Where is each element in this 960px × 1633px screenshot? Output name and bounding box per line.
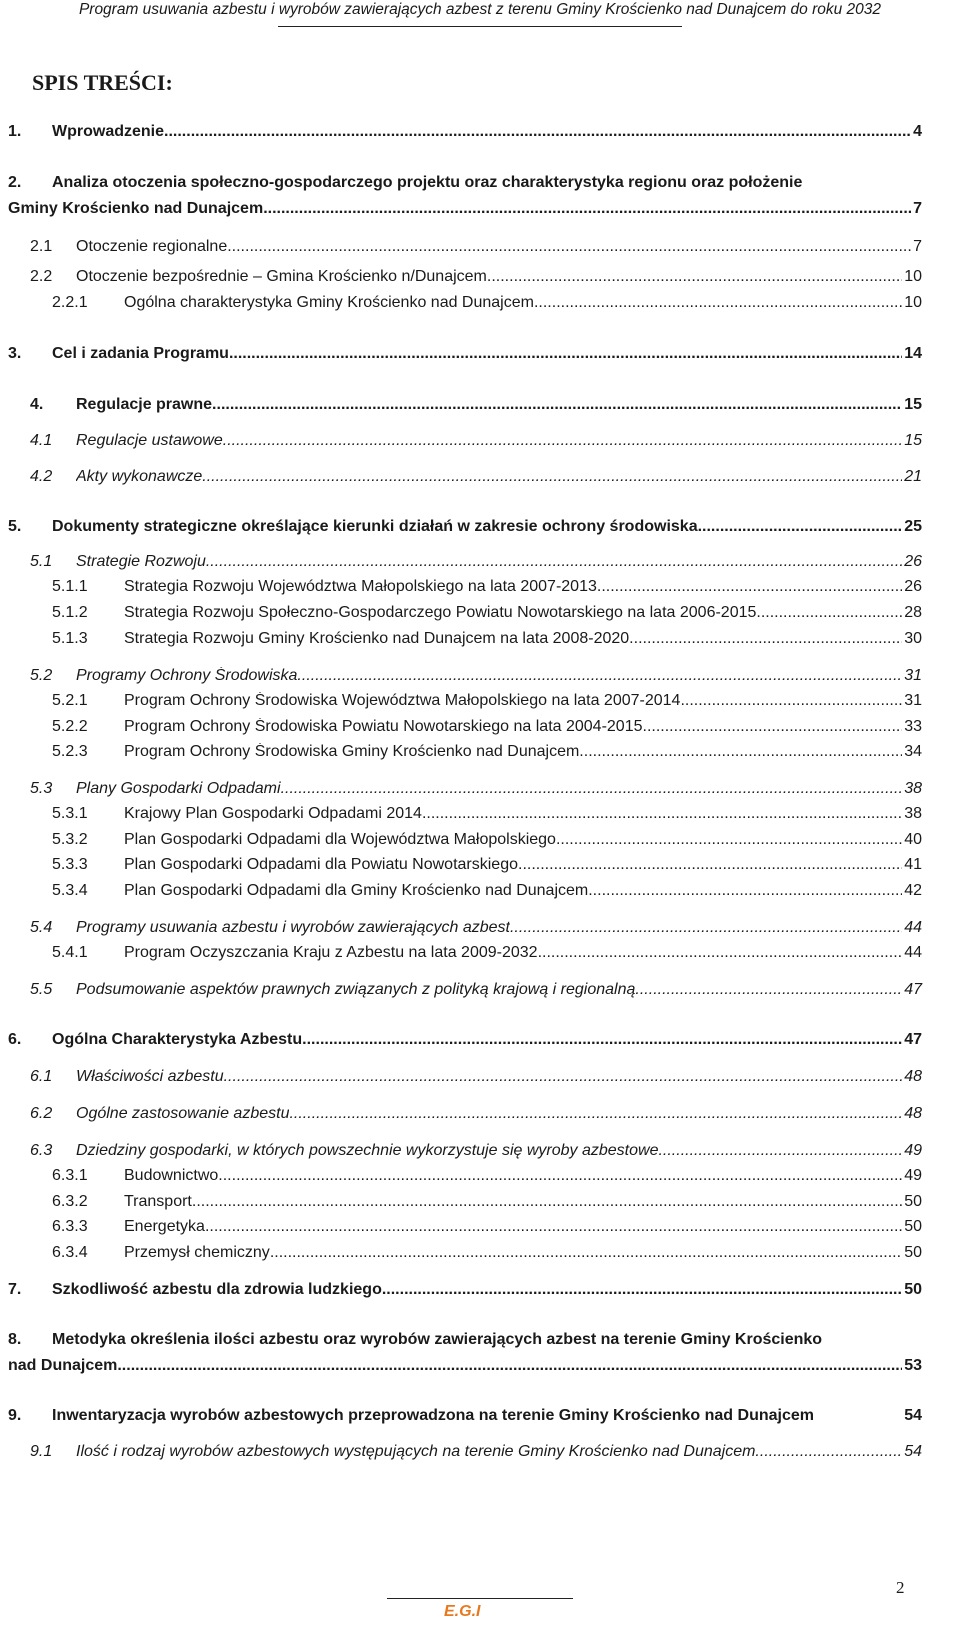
- toc-entry-number: 2.2.1: [52, 294, 88, 311]
- toc-entry-number: 6.1: [30, 1068, 53, 1085]
- dot-leader: [263, 200, 911, 218]
- toc-entry-page: 49: [904, 1167, 922, 1184]
- toc-entry-title: Przemysł chemiczny: [124, 1244, 270, 1261]
- dot-leader: [601, 578, 902, 596]
- dot-leader: [680, 692, 902, 710]
- toc-entry-title: Podsumowanie aspektów prawnych związanych z polityką krajową i regionalną: [76, 981, 636, 998]
- toc-entry-page: 48: [904, 1068, 922, 1085]
- toc-entry-title: Strategia Rozwoju Społeczno-Gospodarczego Powiatu Nowotarskiego na lata 2006-2015.: [124, 604, 761, 621]
- toc-entry-title: Plan Gospodarki Odpadami dla Powiatu Nowotarskiego: [124, 856, 518, 873]
- toc-entry-title: Ogólna charakterystyka Gminy Krościenko nad Dunajcem: [124, 294, 534, 311]
- toc-entry-number: 5.2.1: [52, 692, 88, 709]
- toc-entry-page: 38: [904, 805, 922, 822]
- toc-entry-title: Program Ochrony Środowiska Powiatu Nowotarskiego na lata 2004-2015.: [124, 718, 647, 735]
- toc-entry-number: 5.1: [30, 553, 53, 570]
- dot-leader: [579, 743, 902, 761]
- toc-entry-number: 4.: [30, 396, 44, 413]
- toc-entry-number: 5.3.4: [52, 882, 88, 899]
- toc-entry-number: 5.1.2: [52, 604, 88, 621]
- toc-entry-number: 1.: [8, 123, 22, 140]
- dot-leader: [297, 667, 902, 685]
- toc-entry-title: Ilość i rodzaj wyrobów azbestowych występujących na terenie Gminy Krościenko nad Dunajcem: [76, 1443, 756, 1460]
- company-logo: E.G.I: [444, 1603, 481, 1620]
- dot-leader: [205, 1218, 902, 1236]
- toc-entry-number: 5.3.2: [52, 831, 88, 848]
- dot-leader: [761, 604, 902, 622]
- toc-entry-title: Transport: [124, 1193, 192, 1210]
- toc-entry-page: 41: [904, 856, 922, 873]
- dot-leader: [302, 1031, 902, 1049]
- dot-leader: [218, 1167, 902, 1185]
- dot-leader: [192, 1193, 902, 1211]
- toc-entry-number: 5.4.1: [52, 944, 88, 961]
- toc-entry-page: 7: [913, 200, 922, 217]
- toc-entry-title: Strategie Rozwoju: [76, 553, 206, 570]
- dot-leader: [223, 432, 902, 450]
- toc-entry-title-continued: Gminy Krościenko nad Dunajcem: [8, 200, 264, 217]
- dot-leader: [588, 882, 902, 900]
- toc-entry-title: Dziedziny gospodarki, w których powszechnie wykorzystuje się wyroby azbestowe: [76, 1142, 659, 1159]
- dot-leader: [538, 944, 903, 962]
- toc-entry-title: Ogólne zastosowanie azbestu: [76, 1105, 290, 1122]
- toc-entry-number: 4.1: [30, 432, 53, 449]
- toc-entry-title: Budownictwo: [124, 1167, 219, 1184]
- toc-entry-title: Metodyka określenia ilości azbestu oraz wyrobów zawierających azbest na terenie Gminy Krościenko: [52, 1331, 823, 1348]
- dot-leader: [698, 518, 903, 536]
- toc-entry-number: 9.: [8, 1407, 22, 1424]
- dot-leader: [289, 1105, 902, 1123]
- dot-leader: [117, 1357, 902, 1375]
- toc-entry-page: 50: [904, 1244, 922, 1261]
- toc-entry-number: 5.3: [30, 780, 53, 797]
- toc-entry-page: 26: [904, 553, 922, 570]
- toc-entry-title: Strategia Rozwoju Gminy Krościenko nad Dunajcem na lata 2008-2020: [124, 630, 630, 647]
- toc-entry-page: 38: [904, 780, 922, 797]
- dot-leader: [212, 396, 902, 414]
- dot-leader: [281, 780, 903, 798]
- toc-entry-number: 4.2: [30, 468, 53, 485]
- toc-entry-number: 5.2.3: [52, 743, 88, 760]
- dot-leader: [382, 1281, 902, 1299]
- dot-leader: [202, 468, 902, 486]
- toc-entry-number: 5.3.1: [52, 805, 88, 822]
- dot-leader: [422, 805, 902, 823]
- toc-entry-page: 33: [904, 718, 922, 735]
- toc-entry-title-continued: nad Dunajcem: [8, 1357, 118, 1374]
- dot-leader: [206, 553, 902, 571]
- dot-leader: [629, 630, 902, 648]
- toc-entry-number: 5.3.3: [52, 856, 88, 873]
- toc-entry-title: Analiza otoczenia społeczno-gospodarczego projektu oraz charakterystyka regionu oraz położenie: [52, 174, 803, 191]
- toc-entry-number: 8.: [8, 1331, 22, 1348]
- toc-entry-title: Program Oczyszczania Kraju z Azbestu na lata 2009-2032: [124, 944, 538, 961]
- toc-entry-title: Otoczenie bezpośrednie – Gmina Krościenko n/Dunajcem: [76, 268, 487, 285]
- toc-entry-page: 34: [904, 743, 922, 760]
- page-number: 2: [896, 1578, 905, 1597]
- toc-entry-page: 47: [904, 981, 922, 998]
- toc-entry-page: 7: [913, 238, 922, 255]
- toc-entry-number: 5.1.1: [52, 578, 88, 595]
- toc-entry-number: 2.: [8, 174, 22, 191]
- toc-entry-number: 5.: [8, 518, 22, 535]
- dot-leader: [518, 856, 902, 874]
- toc-entry-number: 5.5: [30, 981, 53, 998]
- toc-entry-title: Akty wykonawcze: [76, 468, 203, 485]
- toc-entry-page: 15: [904, 432, 922, 449]
- toc-entry-number: 5.2.2: [52, 718, 88, 735]
- toc-entry-page: 50: [904, 1281, 922, 1298]
- toc-entry-title: Programy Ochrony Środowiska: [76, 667, 298, 684]
- header-title: Program usuwania azbestu i wyrobów zawierających azbest z terenu Gminy Krościenko nad Dunajcem do roku 2032: [78, 1, 882, 18]
- dot-leader: [510, 919, 902, 937]
- toc-entry-title: Program Ochrony Środowiska Województwa Małopolskiego na lata 2007-2014: [124, 692, 681, 709]
- dot-leader: [647, 718, 902, 736]
- toc-entry-page: 26: [904, 578, 922, 595]
- dot-leader: [487, 268, 902, 286]
- toc-entry-number: 5.2: [30, 667, 53, 684]
- toc-entry-title: Regulacje prawne: [76, 396, 213, 413]
- toc-entry-number: 7.: [8, 1281, 22, 1298]
- dot-leader: [229, 345, 902, 363]
- toc-entry-number: 6.3: [30, 1142, 53, 1159]
- toc-entry-title: Inwentaryzacja wyrobów azbestowych przeprowadzona na terenie Gminy Krościenko nad Dunajcem: [52, 1407, 814, 1424]
- dot-leader: [227, 238, 911, 256]
- toc-entry-page: 30: [904, 630, 922, 647]
- toc-entry-number: 6.2: [30, 1105, 53, 1122]
- toc-title: SPIS TREŚCI:: [32, 70, 173, 95]
- footer-rule: [387, 1598, 573, 1599]
- dot-leader: [755, 1443, 902, 1461]
- dot-leader: [658, 1142, 902, 1160]
- dot-leader: [164, 123, 911, 141]
- toc-entry-title: Plan Gospodarki Odpadami dla Województwa Małopolskiego.: [124, 831, 561, 848]
- toc-entry-number: 2.1: [30, 238, 53, 255]
- toc-entry-page: 49: [904, 1142, 922, 1159]
- toc-entry-title: Plan Gospodarki Odpadami dla Gminy Krościenko nad Dunajcem: [124, 882, 589, 899]
- toc-entry-page: 54: [904, 1407, 922, 1424]
- dot-leader: [270, 1244, 902, 1262]
- toc-entry-number: 2.2: [30, 268, 53, 285]
- toc-entry-title: Dokumenty strategiczne określające kierunki działań w zakresie ochrony środowiska: [52, 518, 698, 535]
- toc-entry-page: 15: [904, 396, 922, 413]
- toc-entry-title: Program Ochrony Środowiska Gminy Krościenko nad Dunajcem: [124, 743, 580, 760]
- toc-entry-title: Otoczenie regionalne: [76, 238, 228, 255]
- toc-entry-page: 47: [904, 1031, 922, 1048]
- toc-entry-title: Plany Gospodarki Odpadami: [76, 780, 281, 797]
- toc-entry-page: 50: [904, 1218, 922, 1235]
- dot-leader: [534, 294, 902, 312]
- toc-entry-title: Szkodliwość azbestu dla zdrowia ludzkiego: [52, 1281, 382, 1298]
- toc-entry-page: 31: [904, 667, 922, 684]
- toc-entry-number: 5.1.3: [52, 630, 88, 647]
- toc-entry-title: Energetyka: [124, 1218, 205, 1235]
- toc-entry-title: Właściwości azbestu: [76, 1068, 224, 1085]
- toc-entry-page: 44: [904, 919, 922, 936]
- toc-entry-page: 40: [904, 831, 922, 848]
- dot-leader: [635, 981, 902, 999]
- dot-leader: [224, 1068, 903, 1086]
- toc-entry-title: Programy usuwania azbestu i wyrobów zawierających azbest: [76, 919, 510, 936]
- toc-entry-page: 28: [904, 604, 922, 621]
- toc-entry-title: Wprowadzenie: [52, 123, 165, 140]
- toc-entry-number: 3.: [8, 345, 22, 362]
- toc-entry-number: 6.3.1: [52, 1167, 88, 1184]
- toc-entry-number: 6.3.4: [52, 1244, 88, 1261]
- toc-entry-page: 10: [904, 294, 922, 311]
- toc-entry-title: Cel i zadania Programu: [52, 345, 229, 362]
- toc-entry-title: Ogólna Charakterystyka Azbestu: [52, 1031, 303, 1048]
- toc-entry-number: 9.1: [30, 1443, 53, 1460]
- toc-entry-page: 14: [904, 345, 922, 362]
- toc-entry-page: 42: [904, 882, 922, 899]
- toc-entry-number: 5.4: [30, 919, 53, 936]
- toc-entry-title: Regulacje ustawowe: [76, 432, 223, 449]
- toc-entry-page: 31: [904, 692, 922, 709]
- toc-entry-title: Strategia Rozwoju Województwa Małopolskiego na lata 2007-2013.: [124, 578, 602, 595]
- toc-entry-number: 6.3.3: [52, 1218, 88, 1235]
- toc-entry-page: 48: [904, 1105, 922, 1122]
- toc-entry-page: 10: [904, 268, 922, 285]
- toc-entry-page: 25: [904, 518, 922, 535]
- toc-entry-number: 6.: [8, 1031, 22, 1048]
- toc-entry-page: 54: [904, 1443, 922, 1460]
- toc-entry-title: Krajowy Plan Gospodarki Odpadami 2014: [124, 805, 422, 822]
- toc-entry-number: 6.3.2: [52, 1193, 88, 1210]
- toc-entry-page: 53: [904, 1357, 922, 1374]
- toc-entry-page: 50: [904, 1193, 922, 1210]
- toc-entry-page: 4: [913, 123, 922, 140]
- toc-entry-page: 21: [904, 468, 922, 485]
- dot-leader: [560, 831, 902, 849]
- toc-entry-page: 44: [904, 944, 922, 961]
